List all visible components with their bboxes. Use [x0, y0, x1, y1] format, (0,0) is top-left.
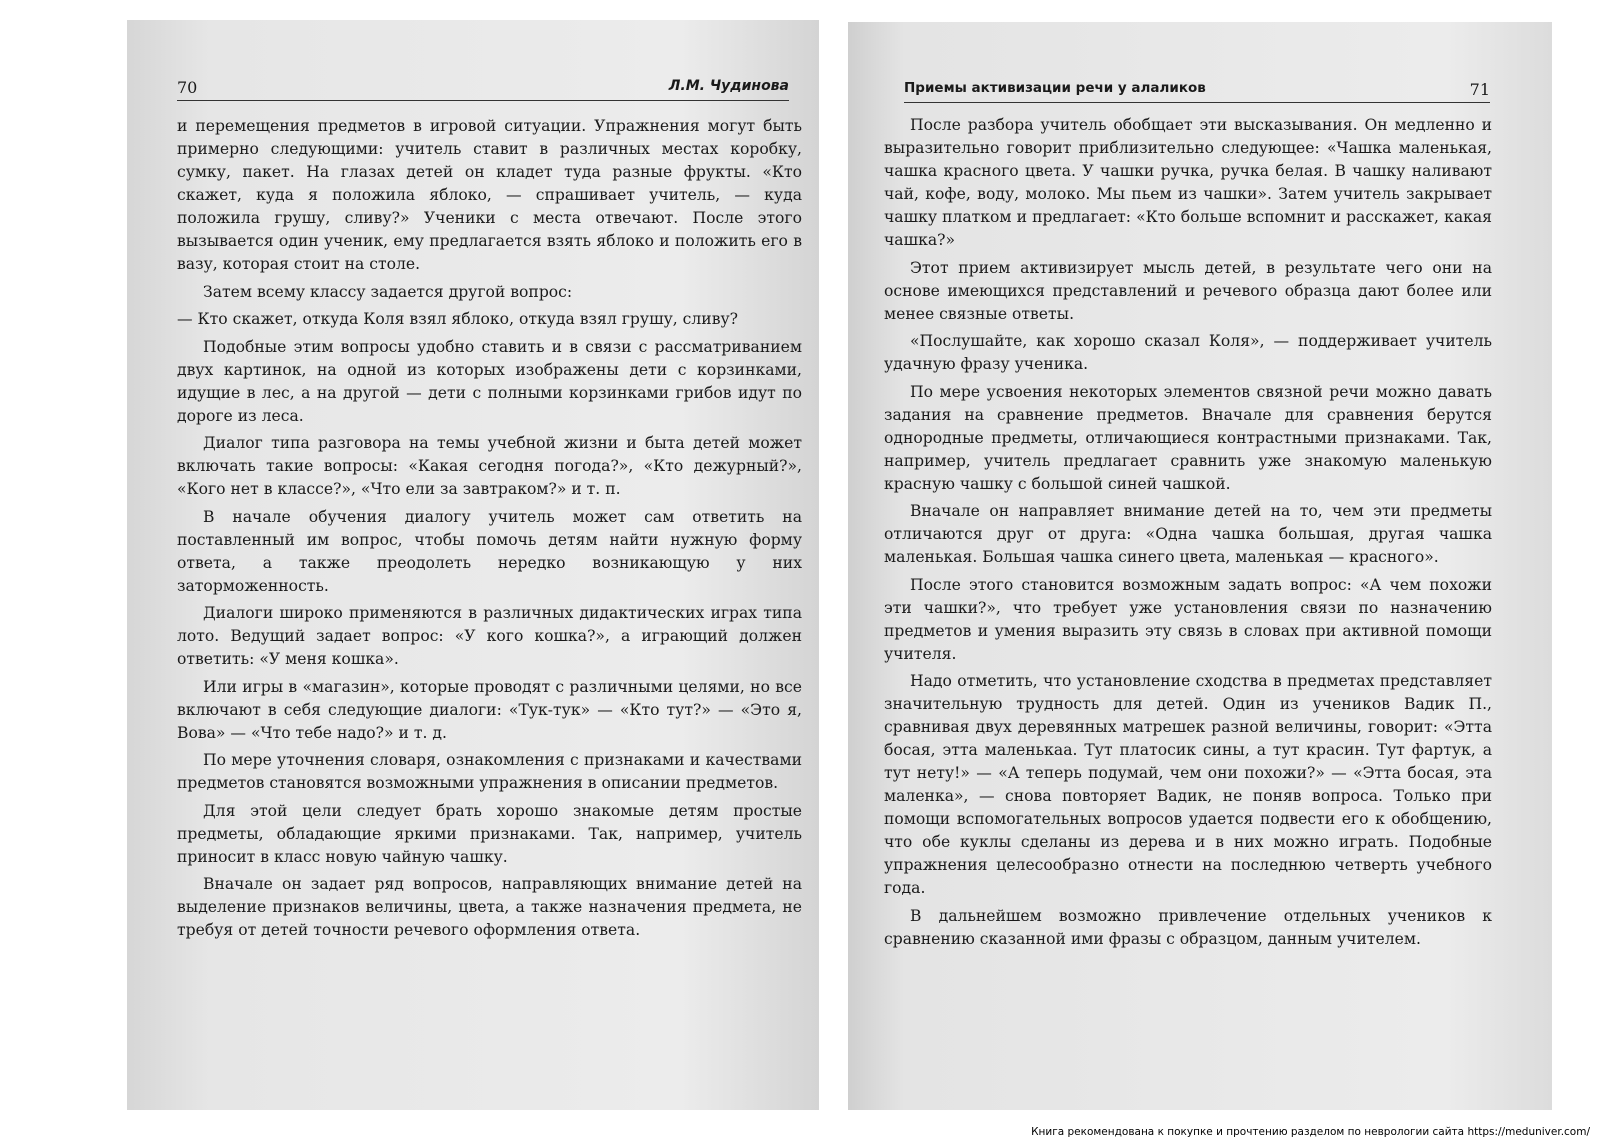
paragraph: Диалоги широко применяются в различных дидактических играх типа лото. Ведущий задает вопрос: «У кого кошка?», а играющий должен ответить: «У меня кошка».	[177, 604, 802, 668]
right-page	[848, 22, 1552, 1110]
page-number: 70	[177, 78, 198, 97]
paragraph: Надо отметить, что установление сходства в предметах представляет значительную трудность для детей. Один из учеников Вадик П., сравнивая двух деревянных матрешек разной величины, говорит: «Этта босая, этта маленькаа. Тут платосик сины, а тут красин. Тут фартук, а тут нету!» — «А теперь подумай, чем они похожи?» — «Этта босая, эта маленка», — снова повторяет Вадик, не поняв вопроса. Только при помощи вспомогательных вопросов удается подвести его к обобщению, что обе куклы сделаны из дерева и в них можно играть. Подобные упражнения целесообразно отнести на последнюю четверть учебного года.	[884, 672, 1492, 897]
header-rule	[904, 102, 1490, 103]
paragraph: Затем всему классу задается другой вопрос:	[203, 282, 573, 301]
paragraph: После этого становится возможным задать вопрос: «А чем похожи эти чашки?», что требует уже установления связи по назначению предметов и умения выразить эту связь в словах при активной помощи учителя.	[884, 575, 1492, 663]
paragraph: В начале обучения диалогу учитель может сам ответить на поставленный им вопрос, чтобы помочь детям найти нужную форму ответа, а также преодолеть нередко возникающую у них заторможенность.	[177, 507, 802, 595]
paragraph: Для этой цели следует брать хорошо знакомые детям простые предметы, обладающие яркими признаками. Так, например, учитель приносит в класс новую чайную чашку.	[177, 801, 802, 866]
paragraph: Или игры в «магазин», которые проводят с различными целями, но все включают в себя следующие диалоги: «Тук-тук» — «Кто тут?» — «Это я, Вова» — «Что тебе надо?» и т. д.	[177, 677, 802, 742]
footer-note: Книга рекомендована к покупке и прочтению разделом по неврологии сайта https://meduniver.com/	[1031, 1126, 1590, 1138]
paragraph: — Кто скажет, откуда Коля взял яблоко, откуда взял грушу, сливу?	[177, 310, 739, 328]
paragraph: Этот прием активизирует мысль детей, в результате чего они на основе имеющихся представлений и речевого образца дают более или менее связные ответы.	[884, 258, 1492, 323]
paragraph: В дальнейшем возможно привлечение отдельных учеников к сравнению сказанной ими фразы с образцом, данным учителем.	[884, 906, 1492, 948]
paragraph: Вначале он задает ряд вопросов, направляющих внимание детей на выделение признаков величины, цвета, а также назначения предмета, не требуя от детей точности речевого оформления ответа.	[177, 875, 802, 939]
paragraph: «Послушайте, как хорошо сказал Коля», — поддерживает учитель удачную фразу ученика.	[884, 332, 1492, 373]
paragraph: Диалог типа разговора на темы учебной жизни и быта детей может включать такие вопросы: «Какая сегодня погода?», «Кто дежурный?», «Кого нет в классе?», «Что ели за завтраком?» и т. п.	[177, 434, 802, 498]
paragraph: и перемещения предметов в игровой ситуации. Упражнения могут быть примерно следующими: учитель ставит в различных местах коробку, сумку, пакет. На глазах детей он кладет туда разные фрукты. «Кто скажет, куда я положила яблоко, — спрашивает учитель, — куда положила грушу, сливу?» Ученики с места отвечают. После этого вызывается один ученик, ему предлагается взять яблоко и положить его в вазу, которая стоит на столе.	[177, 117, 802, 273]
running-head: Л.М. Чудинова	[668, 78, 789, 94]
running-head: Приемы активизации речи у алаликов	[904, 80, 1206, 96]
right-body-text	[884, 114, 1492, 955]
book-spine-gap	[819, 20, 848, 1110]
right-header	[904, 80, 1490, 102]
paragraph: По мере уточнения словаря, ознакомления с признаками и качествами предметов становятся возможными упражнения в описании предметов.	[177, 751, 802, 792]
left-page	[127, 20, 819, 1110]
paragraph: Вначале он направляет внимание детей на то, чем эти предметы отличаются друг от друга: «Одна чашка большая, другая чашка маленькая. Большая чашка синего цвета, маленькая — красного».	[884, 502, 1492, 566]
left-body-text	[177, 115, 802, 947]
paragraph: Подобные этим вопросы удобно ставить и в связи с рассматриванием двух картинок, на одной из которых изображены дети с корзинками, идущие в лес, а на другой — дети с полными корзинками грибов идут по дороге из леса.	[177, 337, 802, 425]
paragraph: По мере усвоения некоторых элементов связной речи можно давать задания на сравнение предметов. Вначале для сравнения берутся однородные предметы, отличающиеся контрастными признаками. Так, например, учитель предлагает сравнить уже знакомую маленькую красную чашку с большой синей чашкой.	[884, 382, 1492, 493]
page-number: 71	[1469, 80, 1490, 99]
header-rule	[177, 100, 789, 101]
paragraph: После разбора учитель обобщает эти высказывания. Он медленно и выразительно говорит приблизительно следующее: «Чашка маленькая, чашка красного цвета. У чашки ручка, ручка белая. В чашку наливают чай, кофе, воду, молоко. Мы пьем из чашки». Затем учитель закрывает чашку платком и предлагает: «Кто больше вспомнит и расскажет, какая чашка?»	[884, 116, 1492, 249]
left-header	[177, 78, 789, 100]
